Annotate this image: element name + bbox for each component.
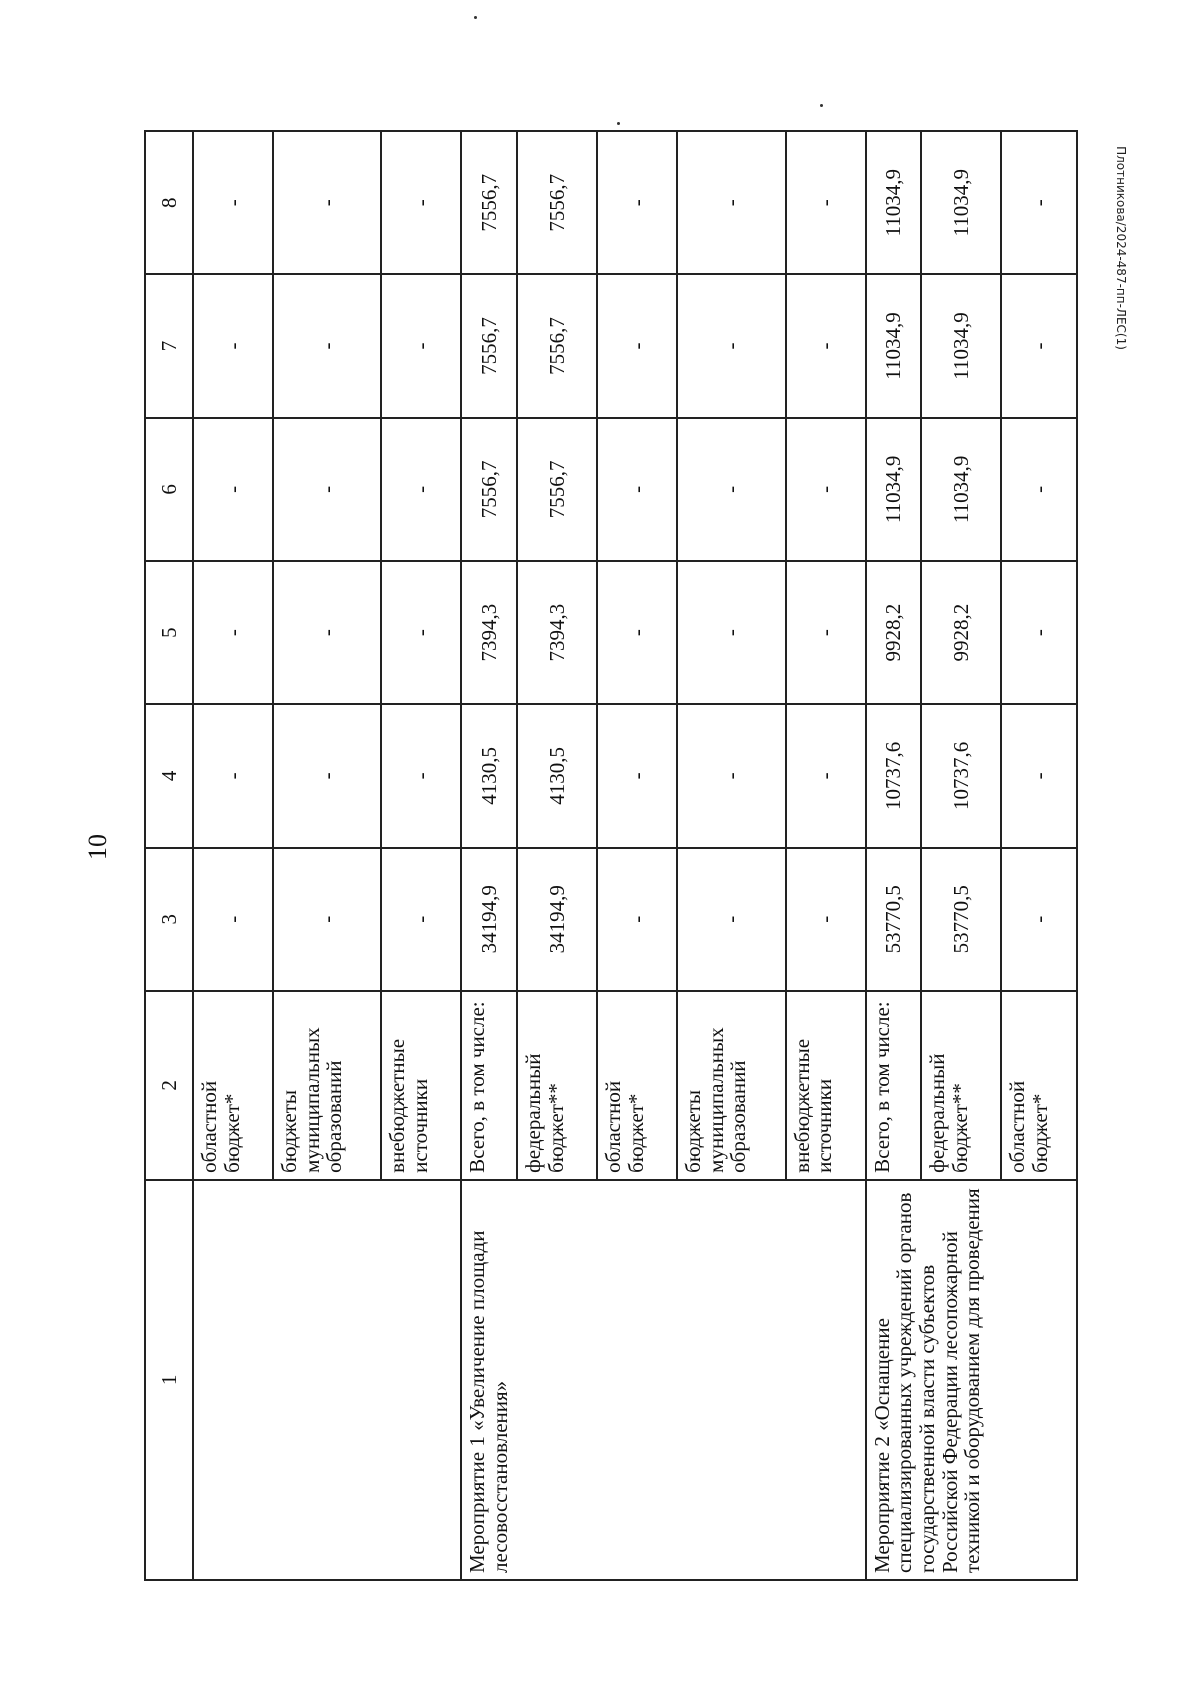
value-cell: - [677, 418, 785, 561]
value-cell: - [1001, 848, 1077, 991]
value-cell: - [1001, 418, 1077, 561]
value-cell: - [273, 561, 381, 704]
value-cell: 10737,6 [866, 704, 922, 847]
value-cell: - [193, 418, 273, 561]
value-cell: 7394,3 [461, 561, 517, 704]
value-cell: - [786, 848, 866, 991]
measure-cell: Мероприятие 1 «Увеличение площади лесовосстановления» [461, 1180, 865, 1580]
value-cell: - [786, 418, 866, 561]
funding-source-cell: бюджеты муниципальных образований [273, 991, 381, 1180]
table-row [461, 131, 517, 1580]
col-header: 5 [145, 561, 193, 704]
value-cell: - [381, 418, 461, 561]
value-cell: 7556,7 [461, 131, 517, 274]
scan-speck [617, 122, 620, 125]
value-cell: - [677, 131, 785, 274]
funding-source-cell: Всего, в том числе: [461, 991, 517, 1180]
value-cell: - [273, 848, 381, 991]
value-cell: - [193, 274, 273, 417]
value-cell: 11034,9 [921, 131, 1001, 274]
value-cell: - [677, 704, 785, 847]
value-cell: 11034,9 [866, 418, 922, 561]
value-cell: - [786, 131, 866, 274]
value-cell: - [1001, 274, 1077, 417]
value-cell: - [1001, 131, 1077, 274]
value-cell: - [1001, 704, 1077, 847]
value-cell: - [381, 131, 461, 274]
value-cell: - [677, 848, 785, 991]
value-cell: - [677, 274, 785, 417]
value-cell: 7556,7 [461, 274, 517, 417]
funding-source-cell: федеральный бюджет** [921, 991, 1001, 1180]
scan-speck [474, 16, 477, 19]
value-cell: - [597, 418, 677, 561]
value-cell: - [597, 704, 677, 847]
col-header: 7 [145, 274, 193, 417]
value-cell: 4130,5 [517, 704, 597, 847]
value-cell: 10737,6 [921, 704, 1001, 847]
value-cell: 34194,9 [517, 848, 597, 991]
value-cell: 7556,7 [461, 418, 517, 561]
funding-source-cell: Всего, в том числе: [866, 991, 922, 1180]
table-row [193, 131, 273, 1580]
value-cell: - [193, 848, 273, 991]
col-header: 3 [145, 848, 193, 991]
value-cell: - [677, 561, 785, 704]
scan-speck [820, 104, 823, 107]
value-cell: - [381, 274, 461, 417]
value-cell: - [381, 848, 461, 991]
value-cell: - [1001, 561, 1077, 704]
value-cell: 11034,9 [866, 274, 922, 417]
budget-table-rotated [144, 130, 1078, 1581]
value-cell: - [381, 704, 461, 847]
funding-source-cell: внебюджетные источники [381, 991, 461, 1180]
value-cell: - [273, 704, 381, 847]
value-cell: - [786, 704, 866, 847]
value-cell: 11034,9 [921, 418, 1001, 561]
funding-source-cell: областной бюджет* [1001, 991, 1077, 1180]
col-header: 1 [145, 1180, 193, 1580]
col-header: 2 [145, 991, 193, 1180]
value-cell: 11034,9 [921, 274, 1001, 417]
value-cell: - [273, 131, 381, 274]
value-cell: 9928,2 [921, 561, 1001, 704]
funding-source-cell: федеральный бюджет** [517, 991, 597, 1180]
value-cell: 9928,2 [866, 561, 922, 704]
value-cell: - [786, 561, 866, 704]
funding-source-cell: областной бюджет* [193, 991, 273, 1180]
funding-source-cell: внебюджетные источники [786, 991, 866, 1180]
value-cell: 7556,7 [517, 131, 597, 274]
measure-cell: Мероприятие 2 «Оснащение специализированных учреждений органов государственной власти субъектов Российской Федерации лесопожарной техникой и оборудованием для проведения [866, 1180, 1078, 1580]
value-cell: 7394,3 [517, 561, 597, 704]
value-cell: - [786, 274, 866, 417]
value-cell: - [597, 848, 677, 991]
value-cell: - [193, 131, 273, 274]
value-cell: - [597, 274, 677, 417]
value-cell: 53770,5 [866, 848, 922, 991]
table-header-row [145, 131, 193, 1580]
budget-table [144, 130, 1078, 1581]
col-header: 8 [145, 131, 193, 274]
measure-cell [193, 1180, 461, 1580]
value-cell: 53770,5 [921, 848, 1001, 991]
value-cell: 7556,7 [517, 418, 597, 561]
page-number: 10 [83, 834, 112, 860]
value-cell: - [597, 561, 677, 704]
value-cell: 34194,9 [461, 848, 517, 991]
value-cell: 11034,9 [866, 131, 922, 274]
value-cell: 7556,7 [517, 274, 597, 417]
value-cell: - [381, 561, 461, 704]
document-code: Плотникова/2024-487-пп-ЛЕС(1) [1114, 146, 1128, 350]
value-cell: - [193, 704, 273, 847]
value-cell: 4130,5 [461, 704, 517, 847]
col-header: 4 [145, 704, 193, 847]
value-cell: - [193, 561, 273, 704]
funding-source-cell: бюджеты муниципальных образований [677, 991, 785, 1180]
col-header: 6 [145, 418, 193, 561]
value-cell: - [273, 418, 381, 561]
value-cell: - [597, 131, 677, 274]
funding-source-cell: областной бюджет* [597, 991, 677, 1180]
value-cell: - [273, 274, 381, 417]
table-row [866, 131, 922, 1580]
